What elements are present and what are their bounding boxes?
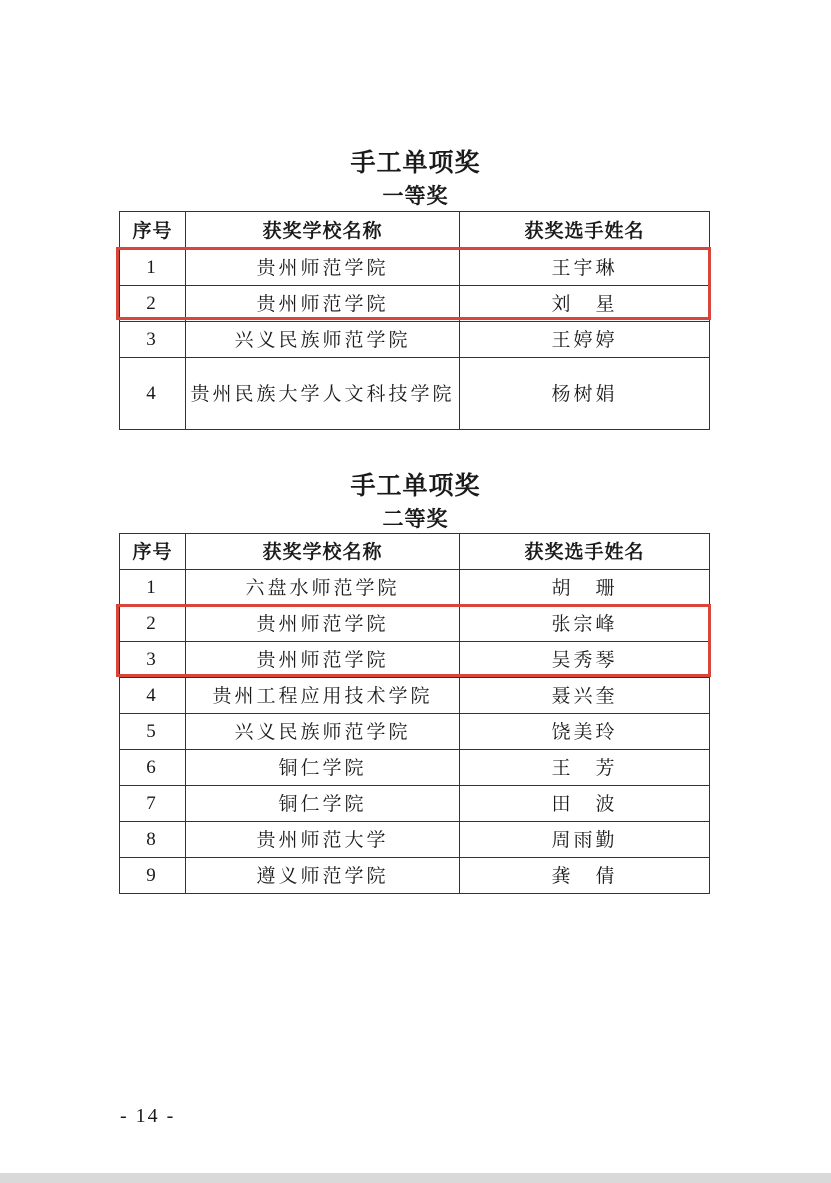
table-row bbox=[120, 358, 710, 430]
table-row bbox=[120, 642, 710, 678]
table-row bbox=[120, 322, 710, 358]
table-row bbox=[120, 714, 710, 750]
header-no: 序号 bbox=[120, 212, 186, 250]
row-name: 王婷婷 bbox=[460, 322, 710, 358]
row-no: 1 bbox=[120, 570, 186, 606]
row-school: 兴义民族师范学院 bbox=[186, 322, 460, 358]
row-school: 贵州师范学院 bbox=[186, 250, 460, 286]
row-no: 8 bbox=[120, 822, 186, 858]
row-school: 六盘水师范学院 bbox=[186, 570, 460, 606]
row-school: 贵州师范学院 bbox=[186, 606, 460, 642]
header-school: 获奖学校名称 bbox=[186, 534, 460, 570]
row-no: 5 bbox=[120, 714, 186, 750]
table-header-row bbox=[120, 534, 710, 570]
table-row bbox=[120, 250, 710, 286]
row-name: 聂兴奎 bbox=[460, 678, 710, 714]
row-school: 贵州工程应用技术学院 bbox=[186, 678, 460, 714]
second-prize-table bbox=[119, 533, 710, 894]
table-row bbox=[120, 786, 710, 822]
row-name: 周雨勤 bbox=[460, 822, 710, 858]
section-1-subtitle: 一等奖 bbox=[382, 184, 449, 208]
row-school: 遵义师范学院 bbox=[186, 858, 460, 894]
row-name: 龚 倩 bbox=[460, 858, 710, 894]
row-name: 王 芳 bbox=[460, 750, 710, 786]
page-number: - 14 - bbox=[120, 1105, 176, 1127]
row-name: 饶美玲 bbox=[460, 714, 710, 750]
row-no: 1 bbox=[120, 250, 186, 286]
row-no: 3 bbox=[120, 322, 186, 358]
table-row bbox=[120, 750, 710, 786]
row-school: 贵州民族大学人文科技学院 bbox=[186, 358, 460, 430]
row-no: 9 bbox=[120, 858, 186, 894]
row-name: 胡 珊 bbox=[460, 570, 710, 606]
row-no: 4 bbox=[120, 678, 186, 714]
header-name: 获奖选手姓名 bbox=[460, 534, 710, 570]
row-school: 贵州师范学院 bbox=[186, 642, 460, 678]
table-row bbox=[120, 570, 710, 606]
table-row bbox=[120, 678, 710, 714]
row-no: 7 bbox=[120, 786, 186, 822]
row-school: 贵州师范学院 bbox=[186, 286, 460, 322]
row-name: 张宗峰 bbox=[460, 606, 710, 642]
table-header-row bbox=[120, 212, 710, 250]
row-name: 田 波 bbox=[460, 786, 710, 822]
row-no: 3 bbox=[120, 642, 186, 678]
row-no: 2 bbox=[120, 606, 186, 642]
row-no: 2 bbox=[120, 286, 186, 322]
row-name: 王宇琳 bbox=[460, 250, 710, 286]
row-no: 6 bbox=[120, 750, 186, 786]
section-1-title: 手工单项奖 bbox=[350, 148, 481, 177]
header-school: 获奖学校名称 bbox=[186, 212, 460, 250]
row-school: 贵州师范大学 bbox=[186, 822, 460, 858]
row-school: 铜仁学院 bbox=[186, 750, 460, 786]
section-2-subtitle: 二等奖 bbox=[382, 507, 449, 531]
header-name: 获奖选手姓名 bbox=[460, 212, 710, 250]
table-row bbox=[120, 858, 710, 894]
row-school: 兴义民族师范学院 bbox=[186, 714, 460, 750]
table-row bbox=[120, 822, 710, 858]
first-prize-table bbox=[119, 211, 710, 430]
row-name: 杨树娟 bbox=[460, 358, 710, 430]
header-no: 序号 bbox=[120, 534, 186, 570]
table-row bbox=[120, 286, 710, 322]
section-2-title: 手工单项奖 bbox=[350, 471, 481, 500]
row-name: 刘 星 bbox=[460, 286, 710, 322]
row-no: 4 bbox=[120, 358, 186, 430]
row-school: 铜仁学院 bbox=[186, 786, 460, 822]
row-name: 吴秀琴 bbox=[460, 642, 710, 678]
table-row bbox=[120, 606, 710, 642]
page-edge-shadow bbox=[0, 1173, 831, 1183]
